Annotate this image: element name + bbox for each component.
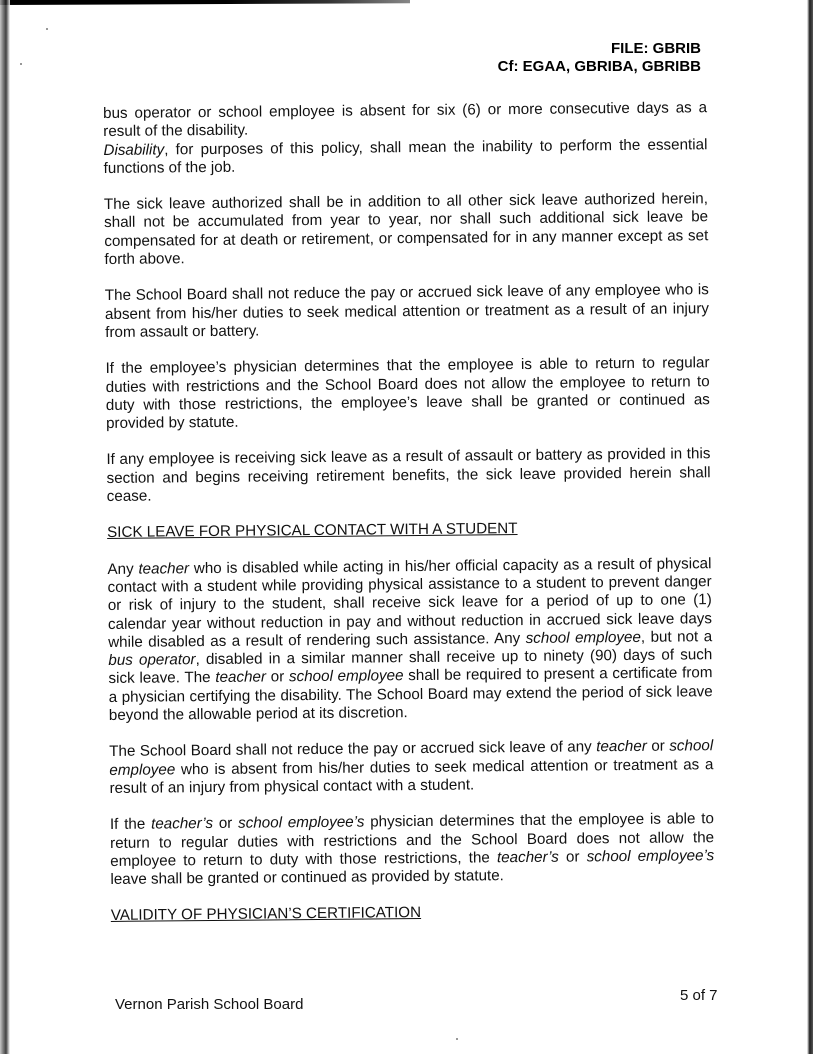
emphasis: teacher’s xyxy=(496,848,559,867)
paragraph xyxy=(107,555,713,725)
scan-speck xyxy=(20,63,22,65)
text: leave shall be granted or continued as provided by statute. xyxy=(110,867,504,889)
paragraph: bus operator or school employee is absent for six (6) or more consecutive days as a result of the disability. xyxy=(103,99,708,141)
emphasis: school employee’s xyxy=(586,846,715,866)
paragraph: If the employee’s physician determines that the employee is able to return to regular duties with restrictions and the School Board does not allow the employee to return to duty with those restrictions, the employee’s leave shall be granted or continued as provided by statute. xyxy=(105,354,710,433)
text: or xyxy=(646,737,670,756)
section-heading: VALIDITY OF PHYSICIAN’S CERTIFICATION xyxy=(110,904,422,925)
paragraph-disability-definition xyxy=(103,136,707,178)
scan-speck xyxy=(456,1038,458,1040)
scan-edge-top xyxy=(0,0,410,5)
scan-edge-right xyxy=(807,0,813,1054)
cross-reference: Cf: EGAA, GBRIBA, GBRIBB xyxy=(497,58,701,75)
scan-speck xyxy=(46,28,48,30)
emphasis: school employee xyxy=(288,667,404,686)
paragraph xyxy=(110,810,715,889)
text: , for purposes of this policy, shall mean the inability to perform the essential functions of the job. xyxy=(103,135,708,177)
text: or xyxy=(212,814,239,833)
text: If the xyxy=(109,815,152,834)
paragraph xyxy=(109,737,713,798)
emphasis: bus operator xyxy=(108,651,196,670)
section-heading: SICK LEAVE FOR PHYSICAL CONTACT WITH A STUDENT xyxy=(107,520,518,542)
document-body xyxy=(103,99,715,943)
paragraph: If any employee is receiving sick leave as a result of assault or battery as provided in this section and begins receiving retirement benefits, the sick leave provided herein shall cease. xyxy=(106,445,711,506)
text: who is absent from his/her duties to seek medical attention or treatment as a result of an injury from physical contact with a student. xyxy=(109,755,714,797)
footer-organization: Vernon Parish School Board xyxy=(115,996,304,1013)
paragraph: The School Board shall not reduce the pay or accrued sick leave of any employee who is absent from his/her duties to seek medical attention or treatment as a result of an injury from assault or battery. xyxy=(104,281,710,341)
page-number: 5 of 7 xyxy=(680,987,718,1004)
emphasis: teacher’s xyxy=(150,815,214,833)
file-code: FILE: GBRIB xyxy=(611,40,701,57)
emphasis: teacher xyxy=(215,668,267,687)
text: , disabled in a similar manner shall receive up to ninety (90) days of such sick leave. The xyxy=(108,646,713,688)
text: physician determines that the employee is able to return to regular duties with restrictions and the School Board does not allow the employee to return to duty with those restrictions, the xyxy=(110,810,715,870)
text: shall be required to present a certificate from a physician certifying the disability. The School Board may extend the period of sick leave beyond the allowable period at its discretion. xyxy=(108,664,713,724)
defined-term: Disability xyxy=(103,141,165,159)
text: , but not a xyxy=(640,628,713,646)
text: who is disabled while acting in his/her official capacity as a result of physical contact with a student while providing physical assistance to a student to prevent danger or risk of injury to the student, shall receive sick leave for a period of up to one (1) calendar year without reduction in pay and without reduction in accrued sick leave days while disabled as a result of rendering such assistance. Any xyxy=(107,554,713,651)
text: or xyxy=(558,848,587,866)
paragraph: The sick leave authorized shall be in addition to all other sick leave authorized herein, shall not be accumulated from year to year, nor shall such additional sick leave be compensated for at death or retirement, or compensated for in any manner except as set forth above. xyxy=(103,190,709,269)
text: Any xyxy=(107,560,139,578)
emphasis: school employee xyxy=(109,737,714,779)
emphasis: teacher xyxy=(596,738,647,756)
scan-edge-left xyxy=(0,0,10,1054)
emphasis: teacher xyxy=(138,559,190,578)
text: or xyxy=(265,668,290,686)
emphasis: school employee xyxy=(525,628,641,647)
text: The School Board shall not reduce the pay or accrued sick leave of any xyxy=(109,738,597,761)
emphasis: school employee’s xyxy=(238,813,365,832)
document-header xyxy=(498,40,701,76)
